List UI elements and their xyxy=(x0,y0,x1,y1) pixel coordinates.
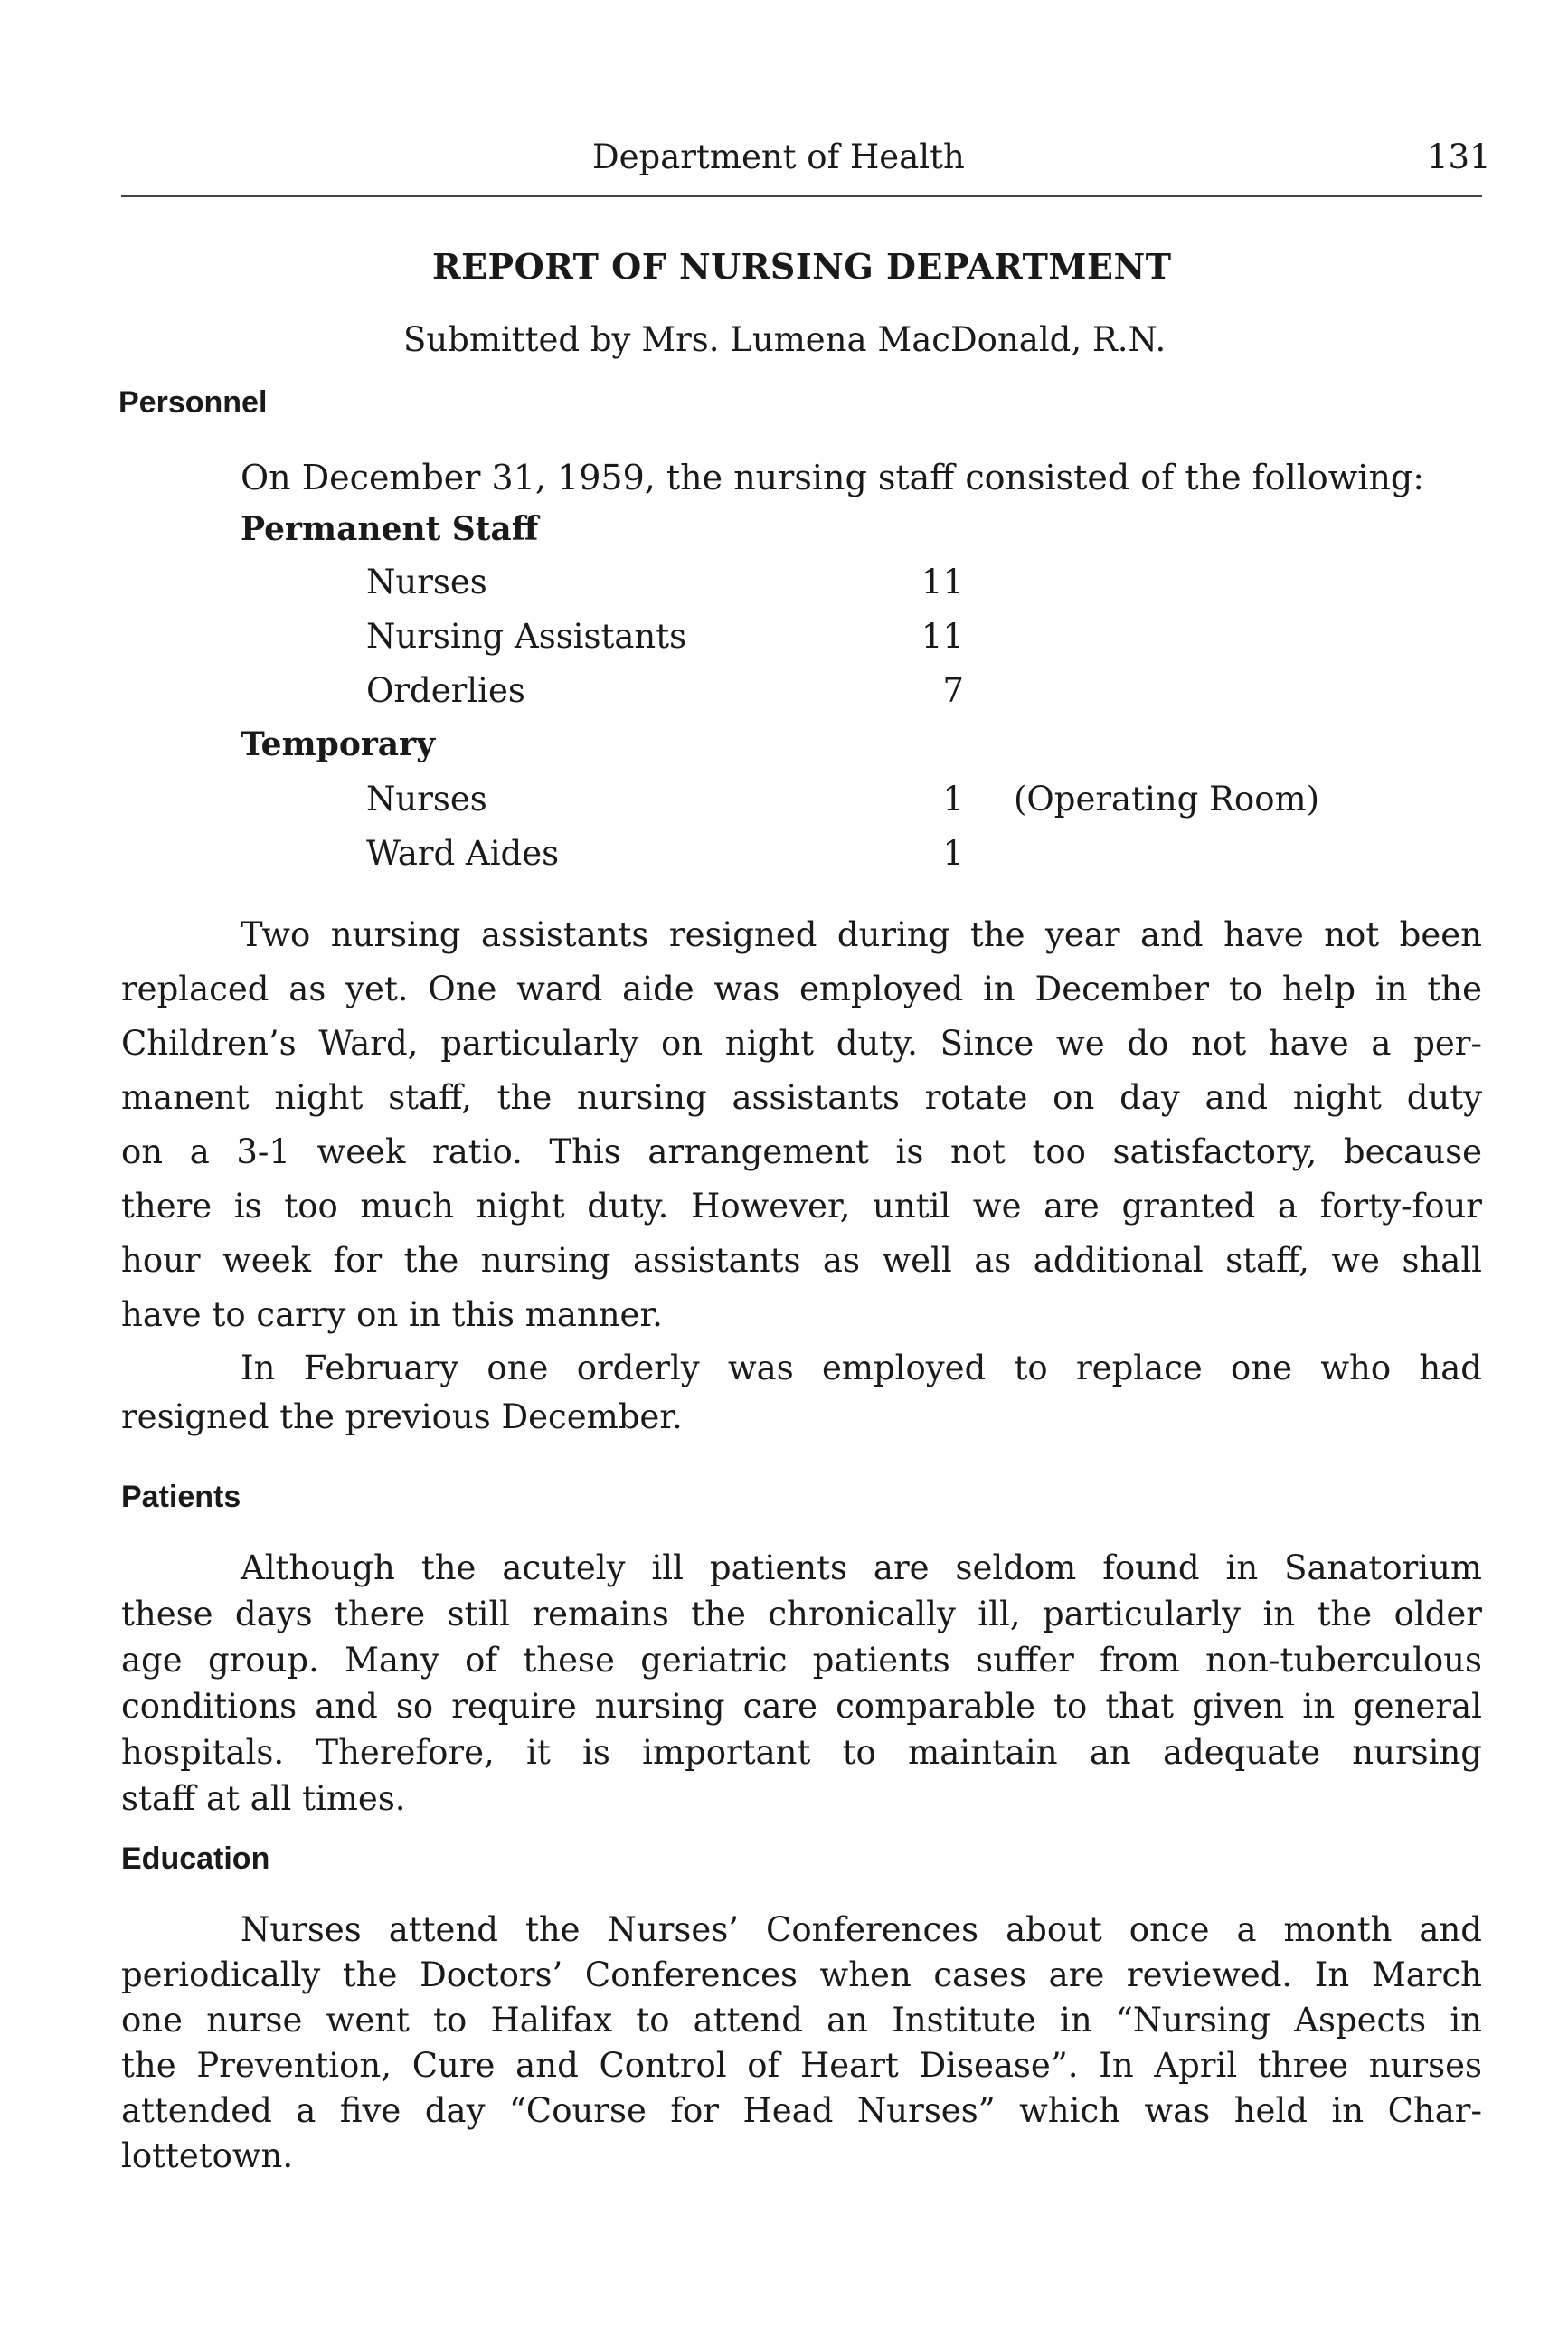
text-line: have to carry on in this manner. xyxy=(121,1295,663,1334)
text-line: In February one orderly was employed to replace one who had xyxy=(241,1349,1482,1387)
staff-role: Nursing Assistants xyxy=(366,617,687,656)
text-line: periodically the Doctors’ Conferences when cases are reviewed. In March xyxy=(121,1955,1482,1994)
personnel-paragraph-1 xyxy=(121,908,1482,1342)
submitted-by: Submitted by Mrs. Lumena MacDonald, R.N. xyxy=(403,320,1167,359)
staff-note: (Operating Room) xyxy=(1014,780,1320,819)
staff-count: 1 xyxy=(942,780,964,819)
text-line: resigned the previous December. xyxy=(121,1397,683,1436)
staff-count: 11 xyxy=(921,617,964,656)
text-line: replaced as yet. One ward aide was employed in December to help in the xyxy=(121,970,1482,1008)
patients-paragraph xyxy=(121,1545,1482,1822)
education-paragraph xyxy=(121,1908,1482,2179)
text-line: hour week for the nursing assistants as well as additional staff, we shall xyxy=(121,1241,1482,1280)
personnel-paragraph-2 xyxy=(121,1344,1482,1442)
staff-role: Nurses xyxy=(366,563,487,601)
staff-role: Nurses xyxy=(366,780,487,819)
text-line: on a 3-1 week ratio. This arrangement is not too satisfactory, because xyxy=(121,1132,1482,1171)
staff-count: 7 xyxy=(942,671,964,710)
text-line: lottetown. xyxy=(121,2136,294,2175)
text-line: conditions and so require nursing care comparable to that given in general xyxy=(121,1687,1482,1726)
text-line: one nurse went to Halifax to attend an Institute in “Nursing Aspects in xyxy=(121,2001,1482,2040)
text-line: Two nursing assistants resigned during the year and have not been xyxy=(241,915,1482,954)
section-heading-education: Education xyxy=(121,1841,270,1876)
section-heading-patients: Patients xyxy=(121,1480,241,1514)
staff-count: 11 xyxy=(921,563,964,601)
staff-count: 1 xyxy=(942,834,964,873)
text-line: attended a five day “Course for Head Nurses” which was held in Char- xyxy=(121,2091,1482,2130)
text-line: Children’s Ward, particularly on night duty. Since we do not have a per- xyxy=(121,1024,1482,1063)
section-heading-personnel: Personnel xyxy=(118,385,268,420)
running-head-title: Department of Health xyxy=(592,137,965,176)
staff-role: Ward Aides xyxy=(366,834,560,873)
text-line: Nurses attend the Nurses’ Conferences about once a month and xyxy=(241,1910,1482,1949)
staff-role: Orderlies xyxy=(366,671,525,710)
staff-intro: On December 31, 1959, the nursing staff consisted of the following: xyxy=(241,458,1425,497)
text-line: there is too much night duty. However, until we are granted a forty-four xyxy=(121,1187,1482,1226)
text-line: hospitals. Therefore, it is important to maintain an adequate nursing xyxy=(121,1733,1482,1772)
text-line: staff at all times. xyxy=(121,1779,406,1818)
text-line: the Prevention, Cure and Control of Heart Disease”. In April three nurses xyxy=(121,2046,1482,2085)
text-line: these days there still remains the chronically ill, particularly in the older xyxy=(121,1595,1482,1633)
text-line: Although the acutely ill patients are seldom found in Sanatorium xyxy=(241,1548,1482,1587)
report-title: REPORT OF NURSING DEPARTMENT xyxy=(432,246,1172,287)
text-line: manent night staff, the nursing assistants rotate on day and night duty xyxy=(121,1078,1482,1117)
page-number: 131 xyxy=(1427,137,1491,176)
temporary-staff-label: Temporary xyxy=(241,725,436,763)
text-line: age group. Many of these geriatric patients suffer from non-tuberculous xyxy=(121,1641,1482,1680)
permanent-staff-label: Permanent Staff xyxy=(241,510,539,548)
header-rule xyxy=(121,195,1482,197)
